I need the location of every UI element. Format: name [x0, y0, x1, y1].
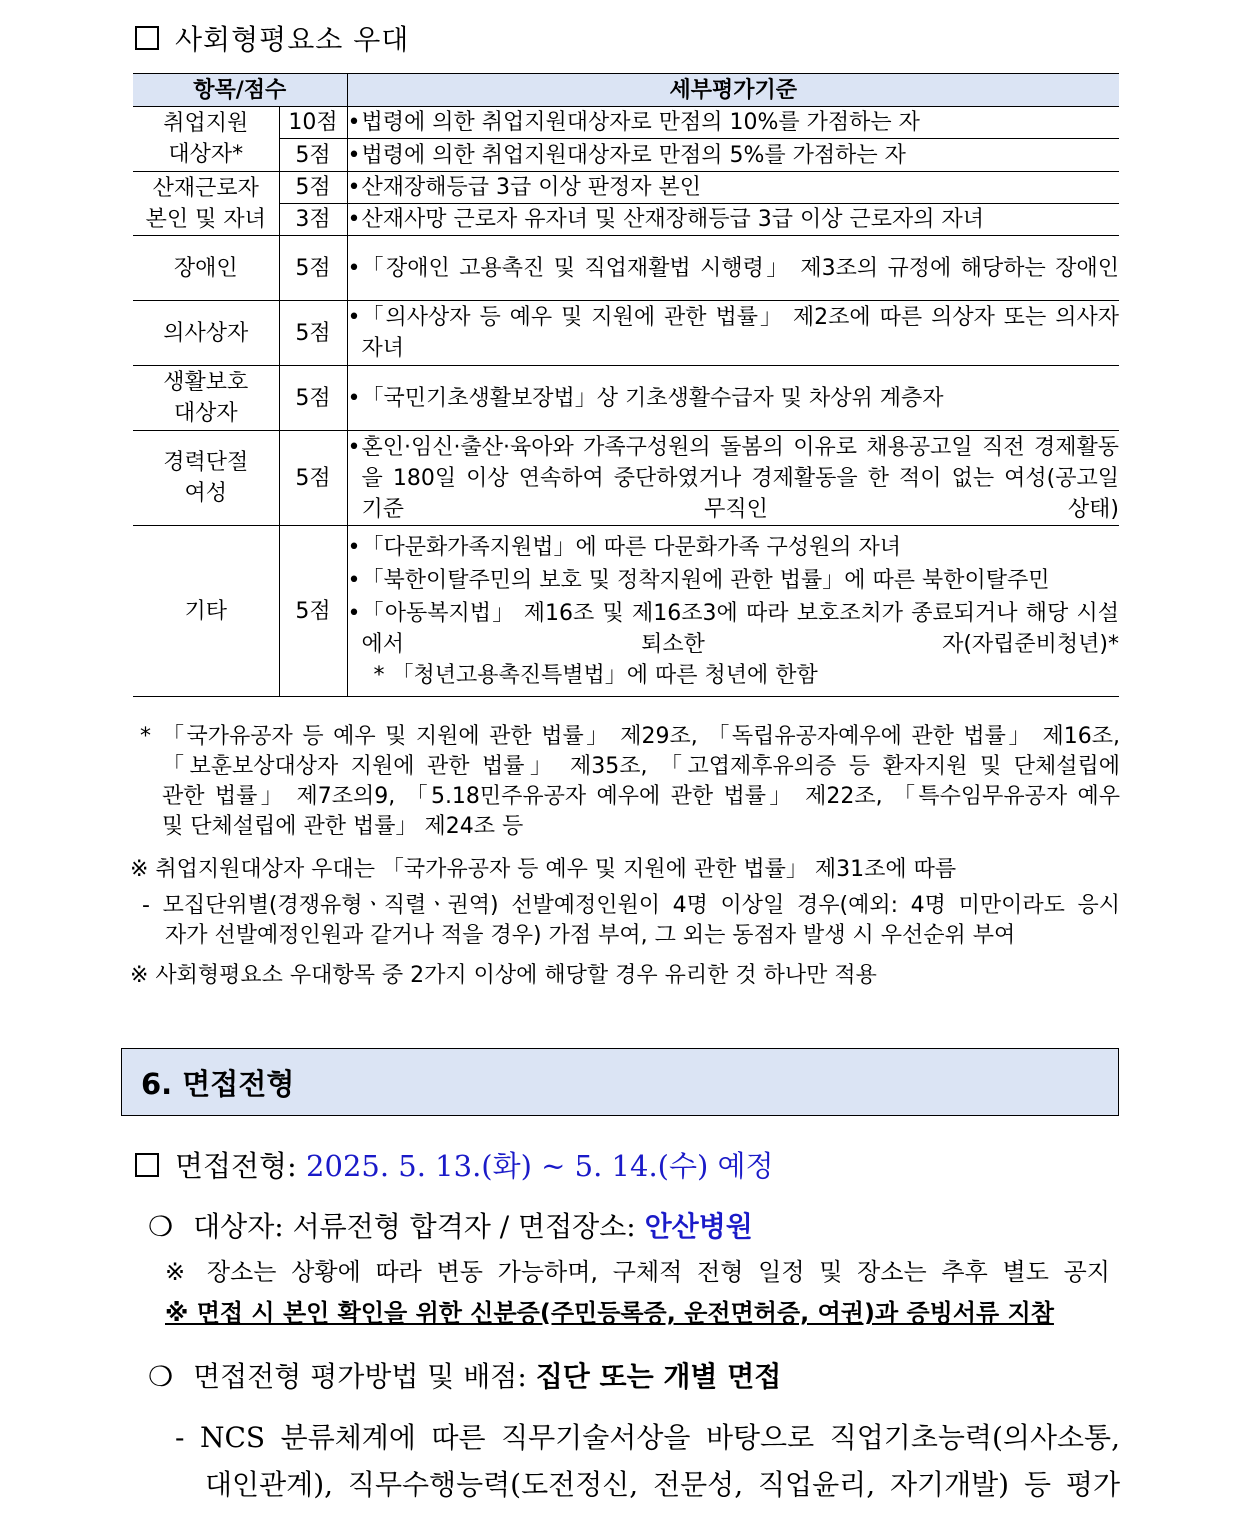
criteria-table: [133, 73, 1119, 697]
points-cell: 5점: [279, 431, 347, 526]
interview-place: 안산병원: [644, 1210, 753, 1243]
category-cell: 산재근로자 본인 및 자녀: [133, 172, 279, 236]
table-row: [133, 236, 1119, 301]
criteria-cell: • 산재장해등급 3급 이상 판정자 본인: [347, 172, 1119, 204]
subnote: * 「청년고용촉진특별법」에 따른 청년에 한함: [373, 662, 818, 688]
header-category: 항목/점수: [133, 74, 347, 107]
table-row: [133, 526, 1119, 697]
table-row: [133, 107, 1119, 139]
section-title: 사회형평요소 우대: [135, 18, 409, 58]
checkbox-square-icon: [135, 26, 159, 50]
criteria-cell: • 법령에 의한 취업지원대상자로 만점의 5%를 가점하는 자: [347, 139, 1119, 172]
note-place: ※ 장소는 상황에 따라 변동 가능하며, 구체적 전형 일정 및 장소는 추후 별도 공지: [165, 1258, 1110, 1286]
points-cell: 5점: [279, 301, 347, 366]
table-row: [133, 139, 1119, 172]
ncs-description: - NCS 분류체계에 따른 직무기술서상을 바탕으로 직업기초능력(의사소통, 대인관계), 직무수행능력(도전정신, 전문성, 직업윤리, 자기개발) 등 평가: [175, 1421, 1120, 1501]
header-criteria: 세부평가기준: [347, 74, 1119, 107]
interview-method-value: 집단 또는 개별 면접: [535, 1360, 782, 1393]
criteria-cell: • 「장애인 고용촉진 및 직업재활법 시행령」 제3조의 규정에 해당하는 장애인: [347, 236, 1119, 301]
points-cell: 3점: [279, 204, 347, 236]
note-employment: ※ 취업지원대상자 우대는 「국가유공자 등 예우 및 지원에 관한 법률」 제31조에 따름: [130, 857, 957, 882]
section-banner: [121, 1048, 1119, 1116]
interview-method: ❍ 면접전형 평가방법 및 배점: 집단 또는 개별 면접: [148, 1360, 782, 1393]
table-header-row: [133, 74, 1119, 107]
criteria-cell: • 「다문화가족지원법」에 따른 다문화가족 구성원의 자녀 • 「북한이탈주민의 보호 및 정착지원에 관한 법률」에 따른 북한이탈주민 • 「아동복지법」 제16조 및 제16조3에 따라 보호조치가 종료되거나 해당 시설에서 퇴소한 자(자립준비청년)* * 「청년고용촉진특별법」에 따른 청년에 한함: [347, 526, 1119, 697]
section-heading: 6. 면접전형: [141, 1067, 295, 1101]
note-employment-sub: - 모집단위별(경쟁유형ㆍ직렬ㆍ권역) 선발예정인원이 4명 이상일 경우(예외: 4명 미만이라도 응시 자가 선발예정인원과 같거나 적을 경우) 가점 부여, 그 외는 동점자 발생 시 우선순위 부여: [142, 893, 1120, 948]
criteria-cell: • 「국민기초생활보장법」상 기초생활수급자 및 차상위 계층자: [347, 366, 1119, 431]
asterisk-mark: *: [140, 724, 151, 749]
category-cell: 취업지원 대상자*: [133, 107, 279, 172]
category-cell: 기타: [133, 526, 279, 697]
points-cell: 5점: [279, 172, 347, 204]
criteria-cell: • 법령에 의한 취업지원대상자로 만점의 10%를 가점하는 자: [347, 107, 1119, 139]
interview-schedule: 면접전형: 2025. 5. 13.(화) ~ 5. 14.(수) 예정: [135, 1144, 774, 1185]
note-id: ※ 면접 시 본인 확인을 위한 신분증(주민등록증, 운전면허증, 여권)과 증빙서류 지참: [165, 1299, 1054, 1327]
category-cell: 의사상자: [133, 301, 279, 366]
points-cell: 10점: [279, 107, 347, 139]
circle-bullet-icon: ❍: [148, 1210, 174, 1243]
table-row: [133, 204, 1119, 236]
criteria-cell: • 「의사상자 등 예우 및 지원에 관한 법률」 제2조에 따른 의상자 또는 의사자 자녀: [347, 301, 1119, 366]
points-cell: 5점: [279, 526, 347, 697]
note-one-only: ※ 사회형평요소 우대항목 중 2가지 이상에 해당할 경우 유리한 것 하나만 적용: [130, 963, 877, 988]
circle-bullet-icon: ❍: [148, 1360, 174, 1393]
table-row: [133, 301, 1119, 366]
category-cell: 생활보호 대상자: [133, 366, 279, 431]
category-cell: 경력단절 여성: [133, 431, 279, 526]
points-cell: 5점: [279, 366, 347, 431]
points-cell: 5점: [279, 236, 347, 301]
category-cell: 장애인: [133, 236, 279, 301]
interview-date: 2025. 5. 13.(화) ~ 5. 14.(수) 예정: [306, 1149, 774, 1183]
table-row: [133, 431, 1119, 526]
table-row: [133, 366, 1119, 431]
criteria-cell: • 혼인·임신·출산·육아와 가족구성원의 돌봄의 이유로 채용공고일 직전 경제활동을 180일 이상 연속하여 중단하였거나 경제활동을 한 적이 없는 여성(공고일 기준 무직인 상태): [347, 431, 1119, 526]
points-cell: 5점: [279, 139, 347, 172]
interview-target: ❍ 대상자: 서류전형 합격자 / 면접장소: 안산병원: [148, 1210, 753, 1243]
table-row: [133, 172, 1119, 204]
checkbox-square-icon: [135, 1153, 159, 1177]
criteria-cell: • 산재사망 근로자 유자녀 및 산재장해등급 3급 이상 근로자의 자녀: [347, 204, 1119, 236]
